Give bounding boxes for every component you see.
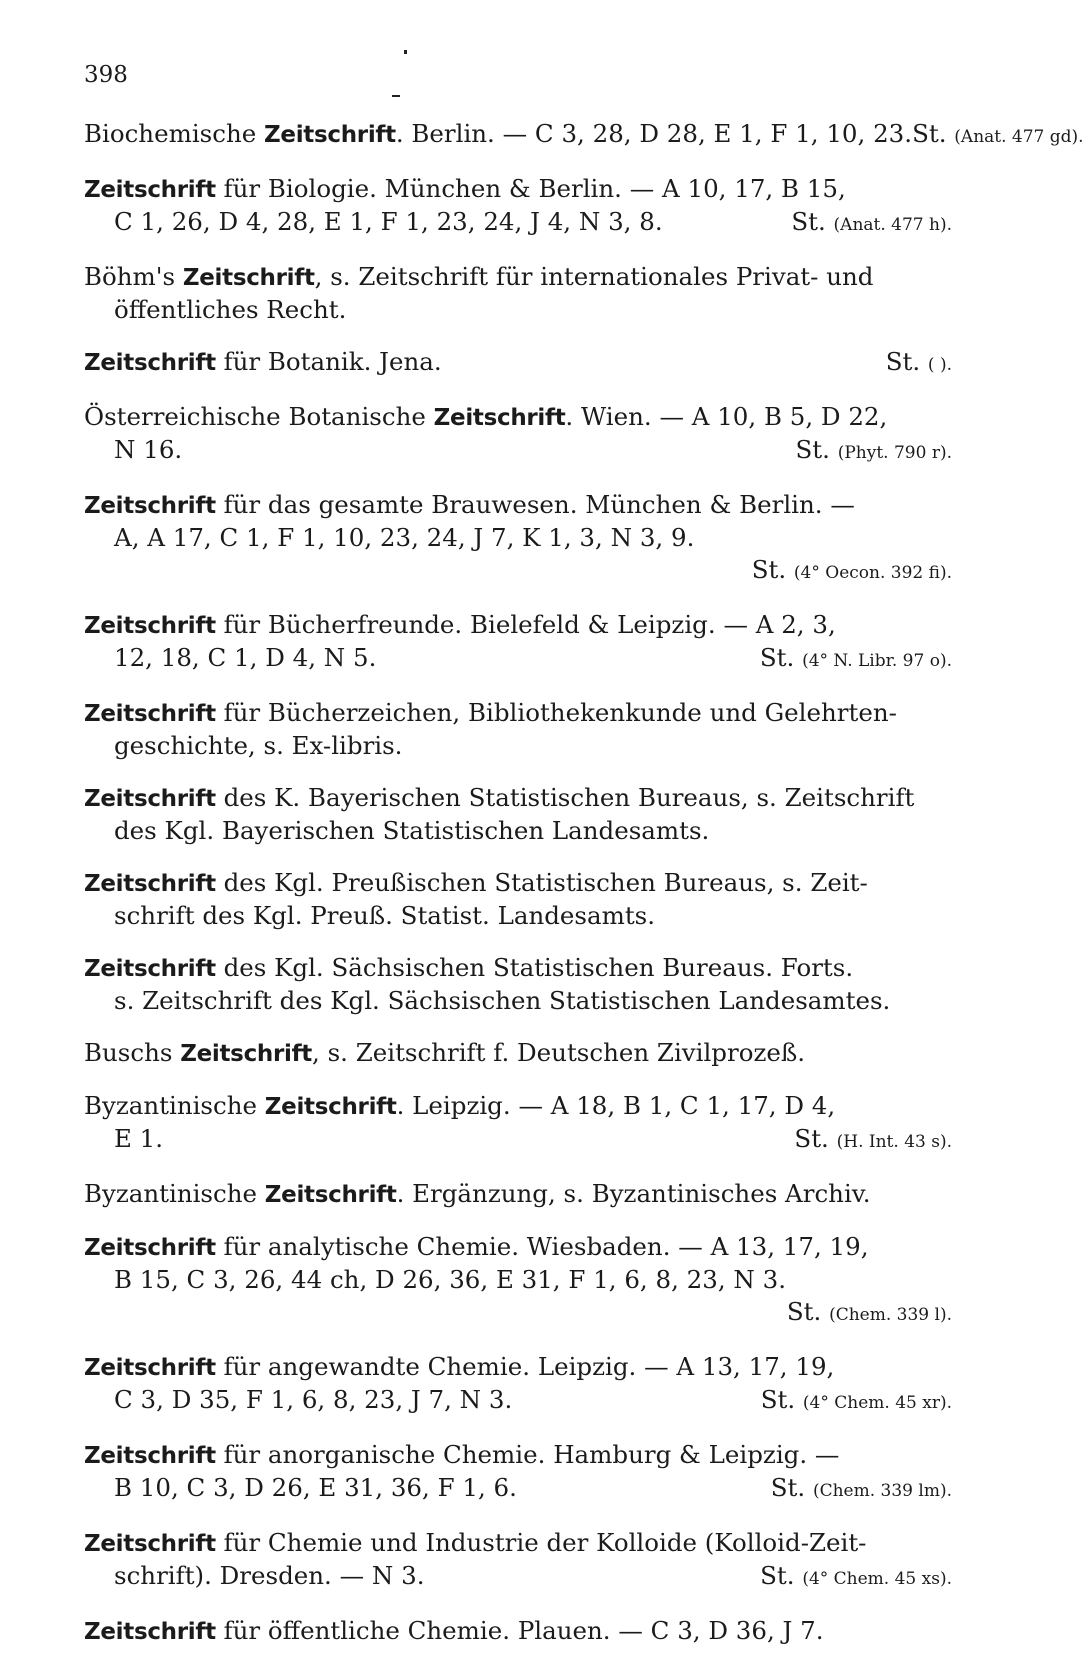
entry-keyword: Zeitschrift [264, 122, 396, 148]
catalog-entry [84, 952, 952, 1017]
shelfmark-label: St. [795, 435, 830, 464]
entry-continuation-line: s. Zeitschrift des Kgl. Sächsischen Statistischen Landesamtes. [114, 986, 891, 1015]
entry-keyword: Zeitschrift [84, 493, 216, 519]
catalog-entry [84, 1037, 952, 1070]
shelfmark-signature: (H. Int. 43 s). [836, 1132, 952, 1152]
entry-heading [84, 118, 912, 151]
shelfmark-signature: (Anat. 477 h). [833, 215, 952, 235]
entry-title-prefix: Österreichische Botanische [84, 402, 434, 431]
entry-first-line [84, 1090, 952, 1123]
entry-title-rest: für Botanik. Jena. [215, 347, 442, 376]
entry-continuation-line: B 15, C 3, 26, 44 ch, D 26, 36, E 31, F 1, 6, 8, 23, N 3. [114, 1265, 787, 1294]
entry-keyword: Zeitschrift [84, 1443, 216, 1469]
entry-holdings-line [84, 1384, 952, 1419]
entry-title-rest: für Bücherzeichen, Bibliothekenkunde und Gelehrten- [215, 698, 897, 727]
catalog-entry [84, 401, 952, 469]
entry-continuation-line: geschichte, s. Ex-libris. [114, 731, 403, 760]
entry-continuation-line: schrift des Kgl. Preuß. Statist. Landesamts. [114, 901, 656, 930]
entry-holdings-line [84, 1472, 952, 1507]
catalog-entry [84, 173, 952, 241]
entry-holdings-line [84, 642, 952, 677]
shelfmark-label: St. [760, 1561, 795, 1590]
entry-keyword: Zeitschrift [84, 1619, 216, 1645]
entry-title-rest: für angewandte Chemie. Leipzig. — A 13, 17, 19, [215, 1352, 835, 1381]
shelfmark-signature: (4° Oecon. 392 fi). [793, 563, 952, 583]
catalog-entry [84, 1439, 952, 1507]
entry-continuation-line: öffentliches Recht. [114, 295, 347, 324]
entry-title-rest: für analytische Chemie. Wiesbaden. — A 13, 17, 19, [215, 1232, 869, 1261]
entry-heading [84, 346, 442, 379]
catalog-entry [84, 118, 1084, 153]
shelfmark [760, 1560, 952, 1595]
shelfmark-signature: (Chem. 339 l). [829, 1305, 952, 1325]
entry-title-rest: für öffentliche Chemie. Plauen. — C 3, D 36, J 7. [215, 1616, 824, 1645]
shelfmark-signature: (Chem. 339 lm). [812, 1481, 952, 1501]
shelfmark-label: St. [912, 119, 947, 148]
entry-title-rest: des K. Bayerischen Statistischen Bureaus, s. Zeitschrift [215, 783, 915, 812]
shelfmark [791, 206, 952, 241]
entry-first-line [84, 401, 952, 434]
entry-keyword: Zeitschrift [84, 1235, 216, 1261]
entry-holdings: C 1, 26, D 4, 28, E 1, F 1, 23, 24, J 4, N 3, 8. [114, 207, 663, 236]
shelfmark [886, 346, 952, 381]
shelfmark [761, 1384, 952, 1419]
entry-first-line [84, 261, 952, 294]
shelfmark [787, 1297, 952, 1326]
entry-holdings-line [84, 206, 952, 241]
entry-first-line [84, 1615, 952, 1648]
catalog-entry [84, 346, 952, 381]
entry-title-rest: für anorganische Chemie. Hamburg & Leipzig. — [215, 1440, 840, 1469]
entry-title-rest: des Kgl. Sächsischen Statistischen Bureaus. Forts. [215, 953, 854, 982]
entry-holdings: schrift). Dresden. — N 3. [114, 1561, 425, 1590]
entry-title-prefix: Böhm's [84, 262, 183, 291]
shelfmark-label: St. [760, 1385, 796, 1414]
shelfmark-signature: (4° Chem. 45 xr). [802, 1393, 952, 1413]
entry-title-rest: , s. Zeitschrift für internationales Privat- und [314, 262, 874, 291]
entry-title-rest: für Chemie und Industrie der Kolloide (Kolloid-Zeit- [215, 1528, 867, 1557]
entry-title-rest: für Biologie. München & Berlin. — A 10, 17, B 15, [215, 174, 846, 203]
entry-shelfmark-line [84, 554, 952, 589]
entry-shelfmark-line [84, 1296, 952, 1331]
entry-first-line [84, 1178, 952, 1211]
print-speck [392, 95, 400, 97]
entry-title-prefix: Buschs [84, 1038, 181, 1067]
catalog-entry [84, 609, 952, 677]
shelfmark-label: St. [794, 1124, 829, 1153]
entry-holdings-line [84, 434, 952, 469]
entry-holdings: B 10, C 3, D 26, E 31, 36, F 1, 6. [114, 1473, 517, 1502]
shelfmark-label: St. [770, 1473, 806, 1502]
entry-title-rest: des Kgl. Preußischen Statistischen Bureaus, s. Zeit- [215, 868, 868, 897]
entry-title-prefix: Biochemische [84, 119, 265, 148]
entry-keyword: Zeitschrift [84, 350, 216, 376]
shelfmark [796, 434, 953, 469]
entry-keyword: Zeitschrift [84, 177, 216, 203]
shelfmark-signature: (4° Chem. 45 xs). [802, 1569, 952, 1589]
entry-title-rest: . Wien. — A 10, B 5, D 22, [565, 402, 888, 431]
catalog-entry [84, 1351, 952, 1419]
catalog-entry [84, 1527, 952, 1595]
catalog-entry [84, 1615, 952, 1648]
entry-keyword: Zeitschrift [182, 265, 315, 291]
entry-keyword: Zeitschrift [84, 956, 216, 982]
entry-keyword: Zeitschrift [264, 1182, 397, 1208]
entry-title-rest: . Ergänzung, s. Byzantinisches Archiv. [396, 1179, 871, 1208]
entry-title-rest: . Berlin. — C 3, 28, D 28, E 1, F 1, 10, 23. [395, 119, 913, 148]
shelfmark-label: St. [791, 207, 826, 236]
catalog-entry [84, 1178, 952, 1211]
shelfmark [794, 1123, 952, 1158]
entry-holdings: N 16. [114, 435, 183, 464]
entry-keyword: Zeitschrift [84, 786, 216, 812]
entry-keyword: Zeitschrift [84, 1355, 216, 1381]
catalog-entry [84, 697, 952, 762]
shelfmark-signature: ( ). [927, 355, 952, 375]
entry-keyword: Zeitschrift [84, 1531, 216, 1557]
entry-title-rest: für das gesamte Brauwesen. München & Berlin. — [215, 490, 855, 519]
entry-keyword: Zeitschrift [264, 1094, 397, 1120]
entry-continuation-line: A, A 17, C 1, F 1, 10, 23, 24, J 7, K 1, 3, N 3, 9. [114, 523, 695, 552]
shelfmark [771, 1472, 952, 1507]
catalog-entries [84, 118, 1084, 1668]
entry-first-line [84, 1351, 952, 1384]
catalog-entry [84, 1090, 952, 1158]
shelfmark-label: St. [885, 347, 921, 376]
shelfmark-label: St. [751, 555, 787, 584]
shelfmark [752, 555, 952, 584]
entry-title-prefix: Byzantinische [84, 1091, 265, 1120]
entry-title-prefix: Byzantinische [84, 1179, 265, 1208]
entry-first-line [84, 867, 952, 900]
entry-first-line [84, 118, 1084, 153]
entry-title-rest: , s. Zeitschrift f. Deutschen Zivilprozeß. [312, 1038, 806, 1067]
entry-holdings: E 1. [114, 1124, 164, 1153]
shelfmark-signature: (Phyt. 790 r). [837, 443, 952, 463]
entry-first-line [84, 782, 952, 815]
entry-keyword: Zeitschrift [433, 405, 566, 431]
entry-first-line [84, 173, 952, 206]
entry-continuation-line: des Kgl. Bayerischen Statistischen Landesamts. [114, 816, 710, 845]
print-speck [404, 50, 407, 54]
catalog-entry [84, 489, 952, 589]
catalog-entry [84, 261, 952, 326]
entry-keyword: Zeitschrift [84, 871, 216, 897]
entry-keyword: Zeitschrift [180, 1041, 312, 1067]
entry-first-line [84, 1439, 952, 1472]
page-number: 398 [84, 62, 128, 88]
shelfmark-label: St. [786, 1297, 822, 1326]
entry-title-rest: für Bücherfreunde. Bielefeld & Leipzig. — A 2, 3, [215, 610, 836, 639]
entry-first-line [84, 346, 952, 381]
entry-holdings: 12, 18, C 1, D 4, N 5. [114, 643, 377, 672]
entry-keyword: Zeitschrift [84, 701, 216, 727]
shelfmark [760, 642, 952, 677]
shelfmark [912, 118, 1084, 153]
entry-holdings: C 3, D 35, F 1, 6, 8, 23, J 7, N 3. [114, 1385, 513, 1414]
entry-first-line [84, 489, 952, 522]
entry-first-line [84, 952, 952, 985]
entry-holdings-line [84, 1560, 952, 1595]
catalog-entry [84, 782, 952, 847]
entry-first-line [84, 609, 952, 642]
entry-holdings-line [84, 1123, 952, 1158]
catalog-entry [84, 867, 952, 932]
entry-first-line [84, 697, 952, 730]
shelfmark-label: St. [759, 643, 795, 672]
catalog-entry [84, 1231, 952, 1331]
entry-first-line [84, 1231, 952, 1264]
shelfmark-signature: (4° N. Libr. 97 o). [802, 651, 952, 671]
entry-first-line [84, 1527, 952, 1560]
entry-title-rest: . Leipzig. — A 18, B 1, C 1, 17, D 4, [396, 1091, 836, 1120]
shelfmark-signature: (Anat. 477 gd). [954, 127, 1084, 147]
entry-keyword: Zeitschrift [84, 613, 216, 639]
entry-first-line [84, 1037, 952, 1070]
